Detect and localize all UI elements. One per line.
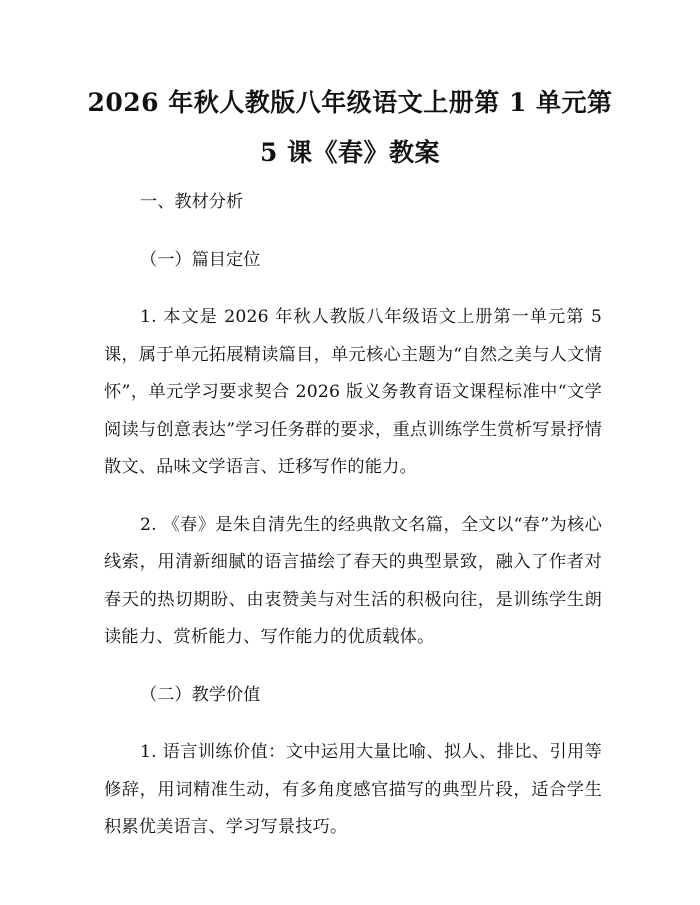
subsection-heading-teaching-value: （二）教学价值 xyxy=(140,684,261,705)
title-line-2: 5 课《春》教案 xyxy=(259,138,441,167)
paragraph-2: 2. 《春》是朱自清先生的经典散文名篇，全文以“春”为核心线索，用清新细腻的语言描绘了春天的典型景致，融入了作者对春天的热切期盼、由衷赞美与对生活的积极向往，是训练学生朗读能力、赏析能力、写作能力的优质载体。 xyxy=(104,514,602,647)
document-body xyxy=(104,184,602,867)
title-line-1: 2026 年秋人教版八年级语文上册第 1 单元第 xyxy=(87,88,613,117)
section-heading-textbook-analysis: 一、教材分析 xyxy=(140,192,244,212)
document-title xyxy=(60,78,640,178)
paragraph-1: 1. 本文是 2026 年秋人教版八年级语文上册第一单元第 5 课，属于单元拓展精读篇目，单元核心主题为“自然之美与人文情怀”，单元学习要求契合 2026 版义务教育语文课程标准中“文学阅读与创意表达”学习任务群的要求，重点训练学生赏析写景抒情散文、品味文学语言、迁移写作的能力。 xyxy=(104,307,602,477)
paragraph-3: 1. 语言训练价值：文中运用大量比喻、拟人、排比、引用等修辞，用词精准生动，有多角度感官描写的典型片段，适合学生积累优美语言、学习写景技巧。 xyxy=(104,742,602,837)
subsection-heading-positioning: （一）篇目定位 xyxy=(140,249,261,270)
